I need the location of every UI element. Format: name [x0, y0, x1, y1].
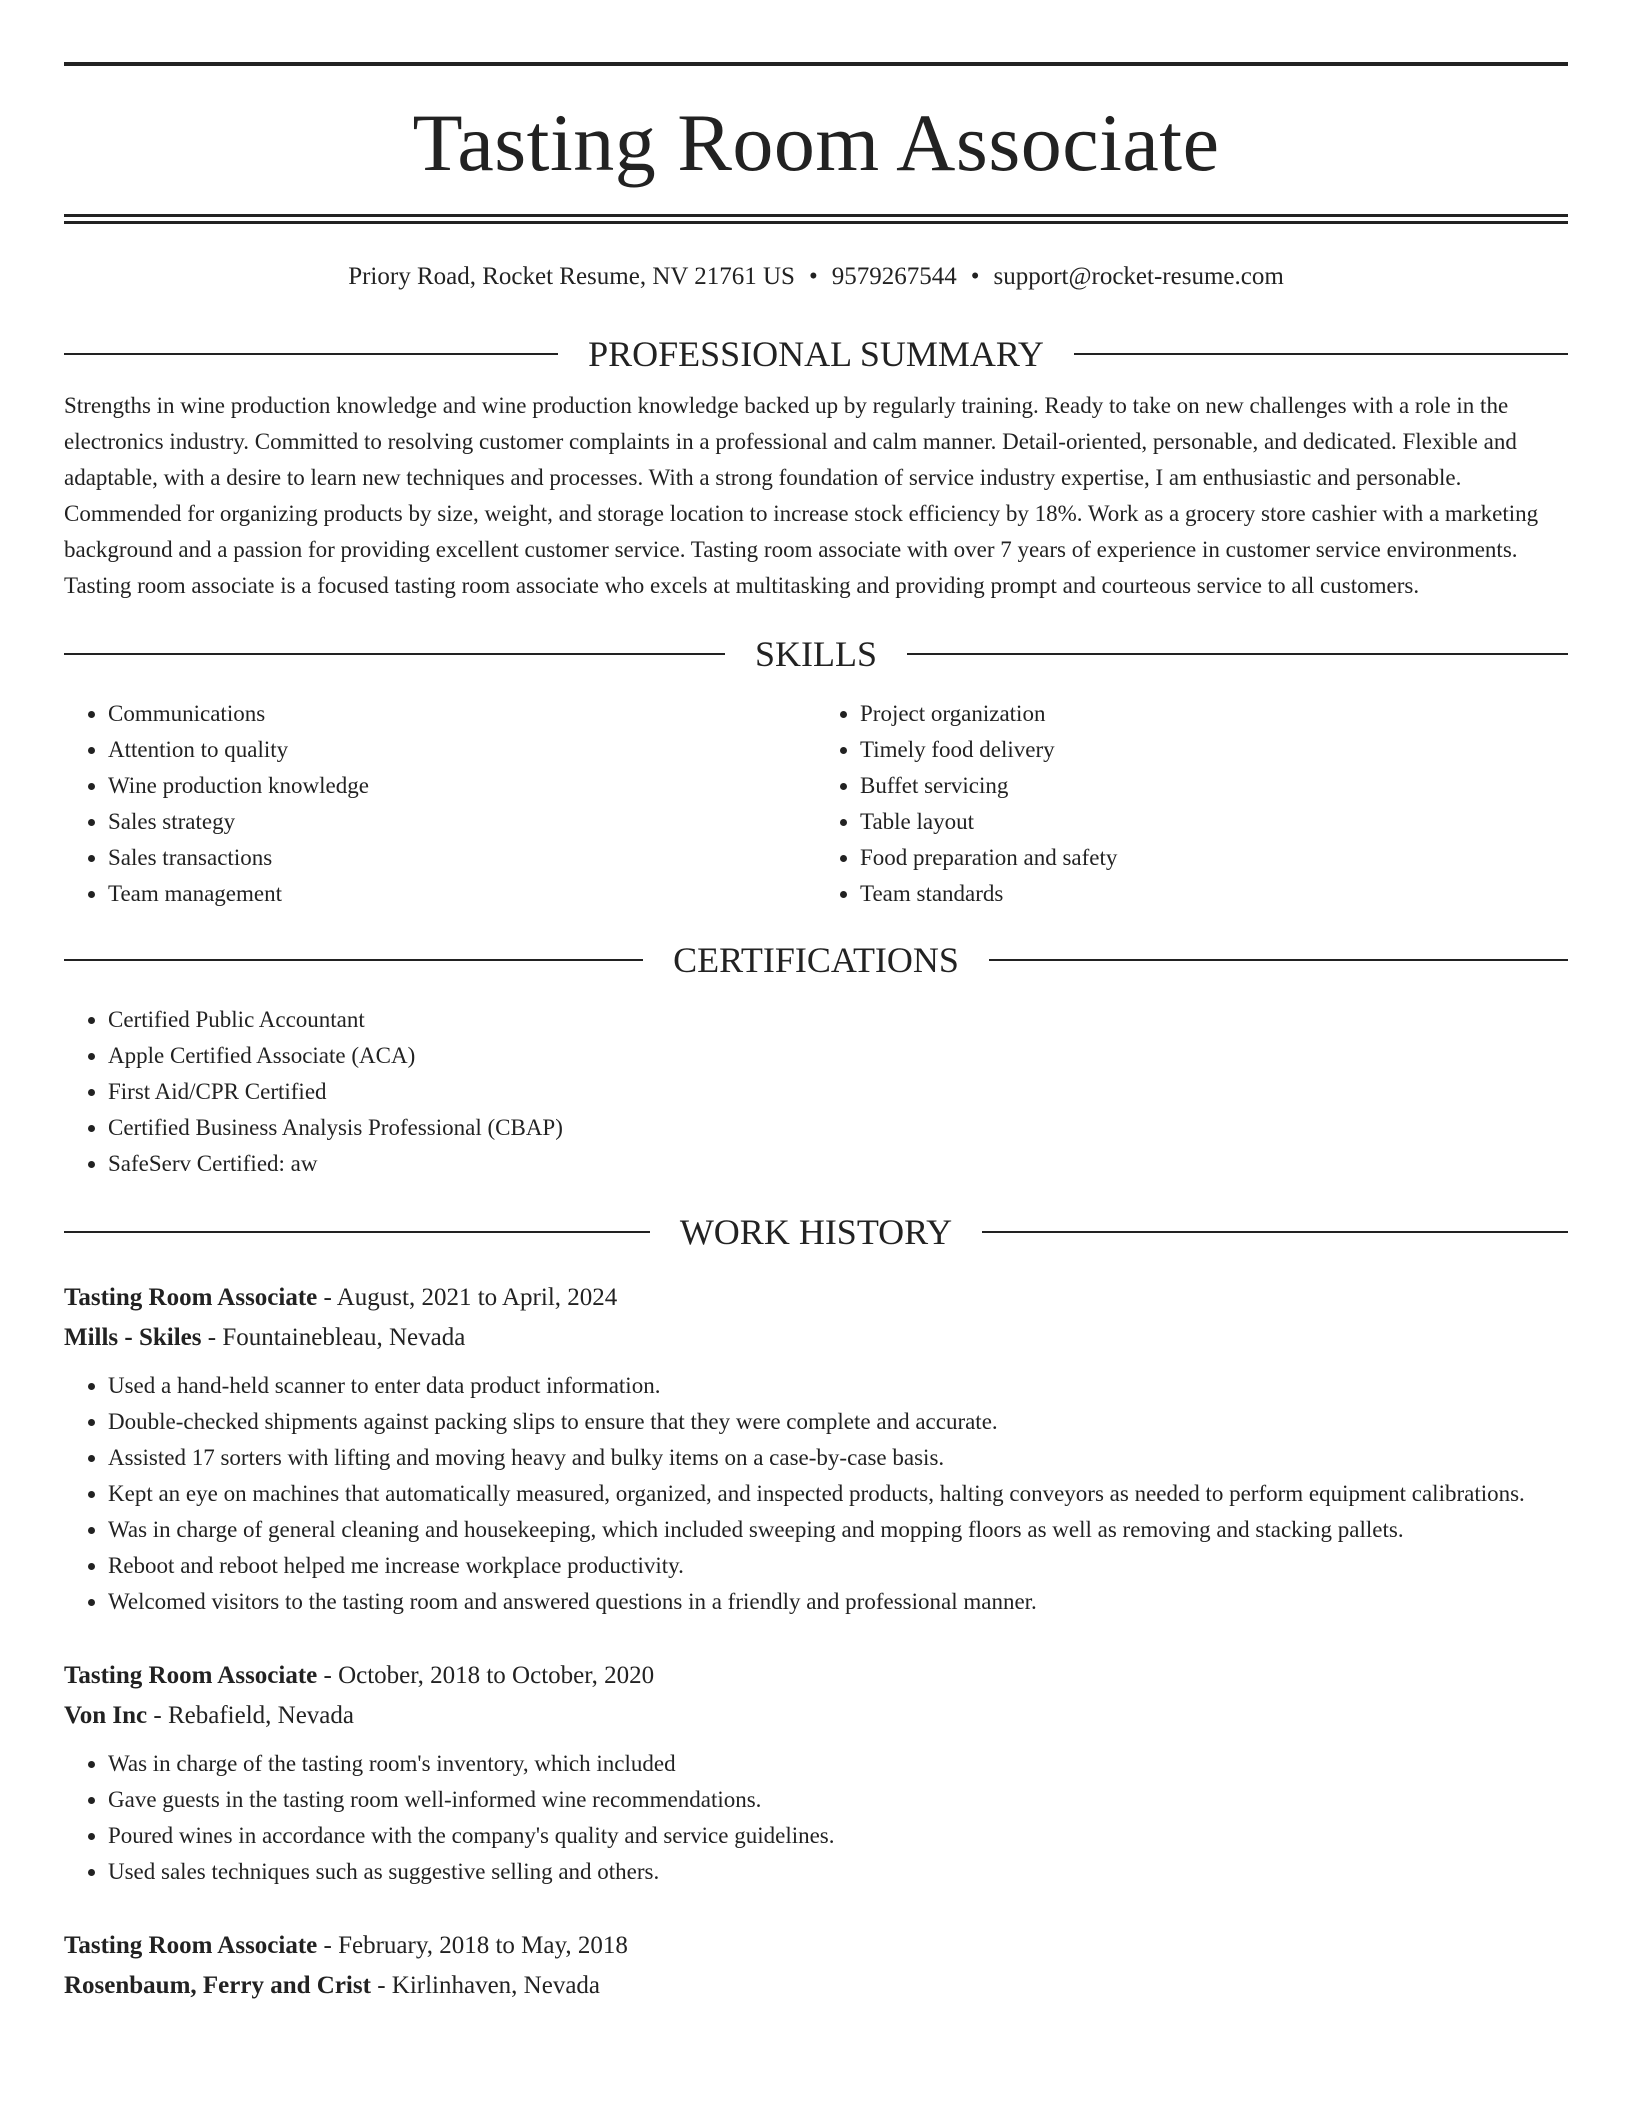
contact-separator: •: [970, 263, 980, 290]
job-duty-item: • Used a hand-held scanner to enter data product information.: [108, 1368, 1568, 1404]
skills-list-left: [64, 696, 816, 912]
certifications-heading: [64, 940, 1568, 980]
job-company-line: [64, 1966, 1568, 2006]
summary-text: Strengths in wine production knowledge and wine production knowledge backed up by regularly training. Ready to take on new challenges with a role in the electronics industry. Committed to resolving customer complaints in a professional and calm manner. Detail-oriented, personable, and dedicated. Flexible and adaptable, with a desire to learn new techniques and processes. With a strong foundation of service industry expertise, I am enthusiastic and personable. Commended for organizing products by size, weight, and storage location to increase stock efficiency by 18%. Work as a grocery store cashier with a marketing background and a passion for providing excellent customer service. Tasting room associate with over 7 years of experience in customer service environments. Tasting room associate is a focused tasting room associate who excels at multitasking and providing prompt and courteous service to all customers.: [64, 393, 1539, 598]
job-company-line: [64, 1318, 1568, 1358]
job-duty-item: • Gave guests in the tasting room well-informed wine recommendations.: [108, 1782, 1568, 1818]
skill-item: • Sales transactions: [108, 840, 816, 876]
job-title-line: [64, 1926, 1568, 1966]
skills-heading: [64, 634, 1568, 674]
skill-item: • Team management: [108, 876, 816, 912]
contact-phone: 9579267544: [831, 263, 957, 290]
resume-content: [64, 62, 1568, 2006]
contact-email: support@rocket-resume.com: [993, 263, 1284, 290]
job-dates: - August, 2021 to April, 2024: [317, 1284, 618, 1311]
job-location: - Fountainebleau, Nevada: [201, 1324, 466, 1351]
job-duty-item: • Kept an eye on machines that automatically measured, organized, and inspected products, halting conveyors as needed to perform equipment calibrations.: [108, 1476, 1568, 1512]
certifications-heading-label: CERTIFICATIONS: [673, 940, 959, 980]
job-duties-list: [64, 1746, 1568, 1890]
summary-heading-label: PROFESSIONAL SUMMARY: [588, 334, 1044, 374]
job-entry: [64, 1926, 1568, 2006]
heading-rule-left: [64, 1231, 650, 1233]
skills-columns: [64, 696, 1568, 912]
job-company: Rosenbaum, Ferry and Crist: [64, 1972, 371, 1999]
certification-item: • SafeServ Certified: aw: [108, 1146, 1568, 1182]
job-location: - Kirlinhaven, Nevada: [370, 1972, 601, 1999]
job-company: Mills - Skiles: [64, 1324, 202, 1351]
job-duties-list: [64, 1368, 1568, 1620]
job-title: Tasting Room Associate: [64, 1932, 318, 1959]
header-top-rule: [64, 62, 1568, 66]
summary-heading: [64, 334, 1568, 374]
contact-line: [64, 262, 1568, 292]
job-dates: - October, 2018 to October, 2020: [317, 1662, 655, 1689]
job-duty-item: • Poured wines in accordance with the company's quality and service guidelines.: [108, 1818, 1568, 1854]
job-entry: [64, 1656, 1568, 1890]
job-dates: - February, 2018 to May, 2018: [317, 1932, 628, 1959]
skill-item: • Food preparation and safety: [860, 840, 1568, 876]
skill-item: • Sales strategy: [108, 804, 816, 840]
work-history-heading: [64, 1212, 1568, 1252]
skill-item: • Communications: [108, 696, 816, 732]
skill-item: • Table layout: [860, 804, 1568, 840]
skill-item: • Buffet servicing: [860, 768, 1568, 804]
contact-address: Priory Road, Rocket Resume, NV 21761 US: [348, 263, 795, 290]
work-history-list: [64, 1278, 1568, 2006]
certification-item: • Certified Public Accountant: [108, 1002, 1568, 1038]
job-duty-item: • Welcomed visitors to the tasting room and answered questions in a friendly and professional manner.: [108, 1584, 1568, 1620]
skill-item: • Team standards: [860, 876, 1568, 912]
skills-heading-label: SKILLS: [755, 634, 878, 674]
heading-rule-left: [64, 353, 558, 355]
skill-item: • Attention to quality: [108, 732, 816, 768]
resume-name: Tasting Room Associate: [412, 97, 1220, 188]
certification-item: • Certified Business Analysis Professional (CBAP): [108, 1110, 1568, 1146]
job-title-line: [64, 1656, 1568, 1696]
skill-item: • Project organization: [860, 696, 1568, 732]
job-title-line: [64, 1278, 1568, 1318]
job-duty-item: • Assisted 17 sorters with lifting and moving heavy and bulky items on a case-by-case basis.: [108, 1440, 1568, 1476]
heading-rule-left: [64, 653, 725, 655]
job-entry: [64, 1278, 1568, 1620]
certification-item: • First Aid/CPR Certified: [108, 1074, 1568, 1110]
job-company: Von Inc: [64, 1702, 148, 1729]
heading-rule-right: [982, 1231, 1568, 1233]
job-duty-item: • Used sales techniques such as suggestive selling and others.: [108, 1854, 1568, 1890]
job-duty-item: • Was in charge of general cleaning and housekeeping, which included sweeping and mopping floors as well as removing and stacking pallets.: [108, 1512, 1568, 1548]
job-location: - Rebafield, Nevada: [147, 1702, 355, 1729]
work-history-heading-label: WORK HISTORY: [679, 1212, 953, 1252]
heading-rule-right: [907, 653, 1568, 655]
header-double-rule: [64, 214, 1568, 224]
job-company-line: [64, 1696, 1568, 1736]
heading-rule-right: [989, 959, 1568, 961]
skills-column-left: [64, 696, 816, 912]
job-title: Tasting Room Associate: [64, 1284, 318, 1311]
skill-item: • Wine production knowledge: [108, 768, 816, 804]
job-duty-item: • Double-checked shipments against packing slips to ensure that they were complete and accurate.: [108, 1404, 1568, 1440]
skills-list-right: [816, 696, 1568, 912]
job-duty-item: • Reboot and reboot helped me increase workplace productivity.: [108, 1548, 1568, 1584]
certification-item: • Apple Certified Associate (ACA): [108, 1038, 1568, 1074]
certifications-list: [64, 1002, 1568, 1182]
job-title: Tasting Room Associate: [64, 1662, 318, 1689]
skills-column-right: [816, 696, 1568, 912]
heading-rule-left: [64, 959, 643, 961]
skill-item: • Timely food delivery: [860, 732, 1568, 768]
contact-separator: •: [808, 263, 818, 290]
heading-rule-right: [1074, 353, 1568, 355]
job-duty-item: • Was in charge of the tasting room's inventory, which included: [108, 1746, 1568, 1782]
